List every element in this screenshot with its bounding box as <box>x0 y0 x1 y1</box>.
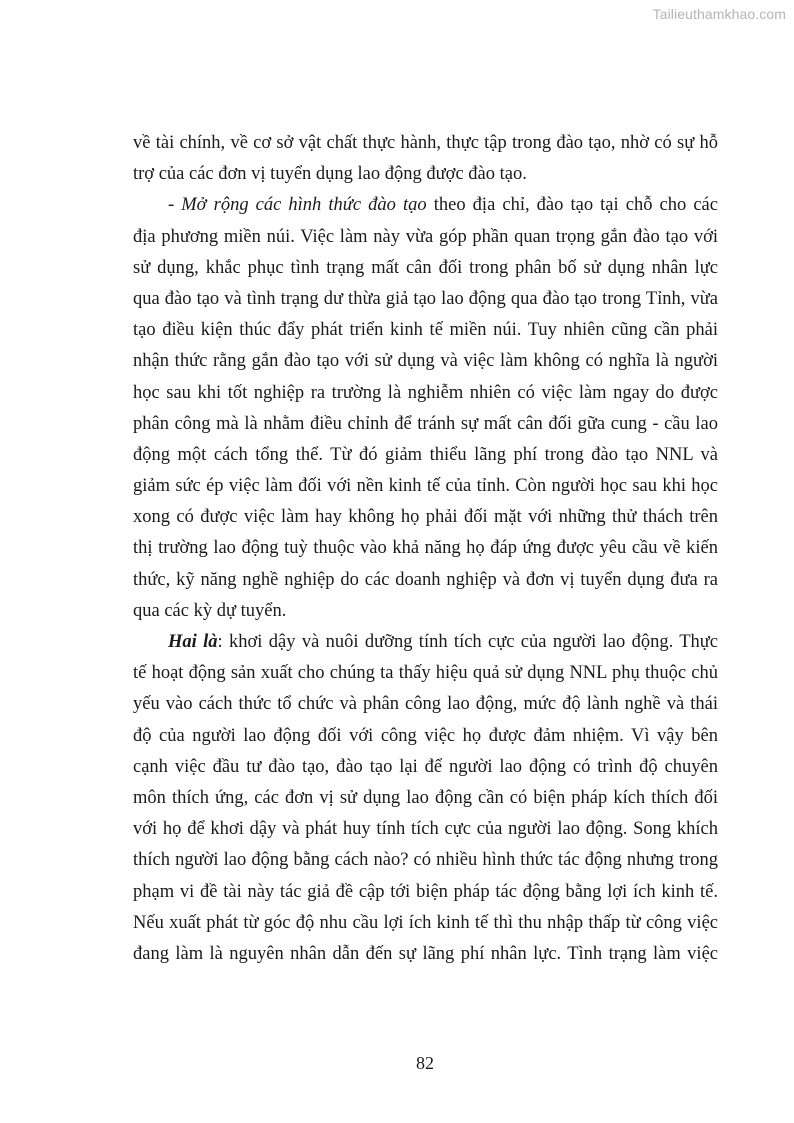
text-line: qua đào tạo và tình trạng dư thừa giả tạo lao động qua đào tạo trong Tỉnh, vừa <box>133 288 718 309</box>
text-line: qua các kỳ dự tuyển. <box>133 600 287 621</box>
list-dash: - <box>168 195 182 216</box>
text-line: phân công mà là nhằm điều chỉnh để tránh sự mất cân đối gữa cung - cầu lao <box>133 413 718 434</box>
text-line: địa phương miền núi. Việc làm này vừa góp phần quan trọng gắn đào tạo với <box>133 226 718 247</box>
text-line: Nếu xuất phát từ góc độ nhu cầu lợi ích kinh tế thì thu nhập thấp từ công việc <box>133 912 718 933</box>
text-line: sử dụng, khắc phục tình trạng mất cân đối trong phân bố sử dụng nhân lực <box>133 257 718 278</box>
text-line: về tài chính, về cơ sở vật chất thực hành, thực tập trong đào tạo, nhờ có sự hỗ <box>133 133 718 153</box>
paragraph-first-line <box>133 190 718 221</box>
text-line: thị trường lao động tuỳ thuộc vào khả năng họ đáp ứng được yêu cầu về kiến <box>133 538 718 559</box>
text-run: : khơi dậy và nuôi dưỡng tính tích cực của người lao động. Thực <box>217 632 719 652</box>
italic-phrase: Mở rộng các hình thức đào tạo <box>181 195 427 216</box>
text-line: xong có được việc làm hay không họ phải đối mặt với những thử thách trên <box>133 507 718 528</box>
text-line: độ của người lao động đối với công việc họ được đảm nhiệm. Vì vậy bên <box>133 725 718 746</box>
text-line: với họ để khơi dậy và phát huy tính tích cực của người lao động. Song khích <box>133 819 718 840</box>
text-line: cạnh việc đầu tư đào tạo, đào tạo lại để người lao động có trình độ chuyên <box>133 756 718 777</box>
paragraph-first-line <box>133 627 718 658</box>
document-body <box>133 128 718 970</box>
page-number: 82 <box>416 1053 434 1073</box>
text-line: thức, kỹ năng nghề nghiệp do các doanh nghiệp và đơn vị tuyển dụng đưa ra <box>133 569 718 590</box>
text-line: thích người lao động bằng cách nào? có nhiều hình thức tác động nhưng trong <box>133 850 718 871</box>
text-line: đang làm là nguyên nhân dẫn đến sự lãng phí nhân lực. Tình trạng làm việc <box>133 943 718 964</box>
bold-italic-heading: Hai là <box>168 632 218 652</box>
text-line: môn thích ứng, các đơn vị sử dụng lao động cần có biện pháp kích thích đối <box>133 787 718 808</box>
text-line: tế hoạt động sản xuất cho chúng ta thấy hiệu quả sử dụng NNL phụ thuộc chủ <box>133 663 718 684</box>
text-line: giảm sức ép việc làm đối với nền kinh tế của tỉnh. Còn người học sau khi học <box>133 476 718 497</box>
text-line: tạo điều kiện thúc đẩy phát triển kinh tế miền núi. Tuy nhiên cũng cần phải <box>133 320 718 341</box>
text-line: trợ của các đơn vị tuyển dụng lao động được đào tạo. <box>133 164 527 185</box>
text-line: yếu vào cách thức tổ chức và phân công lao động, mức độ lành nghề và thái <box>133 694 718 715</box>
watermark-text: Tailieuthamkhao.com <box>652 6 786 22</box>
text-line: học sau khi tốt nghiệp ra trường là nghiễm nhiên có việc làm ngay do được <box>133 382 718 403</box>
text-line: nhận thức rằng gắn đào tạo với sử dụng và việc làm không có nghĩa là người <box>133 351 718 372</box>
text-run: theo địa chỉ, đào tạo tại chỗ cho các <box>426 195 718 216</box>
text-line: động một cách tổng thể. Từ đó giảm thiểu lãng phí trong đào tạo NNL và <box>133 444 718 465</box>
text-line: phạm vi đề tài này tác giả đề cập tới biện pháp tác động bằng lợi ích kinh tế. <box>133 881 718 902</box>
